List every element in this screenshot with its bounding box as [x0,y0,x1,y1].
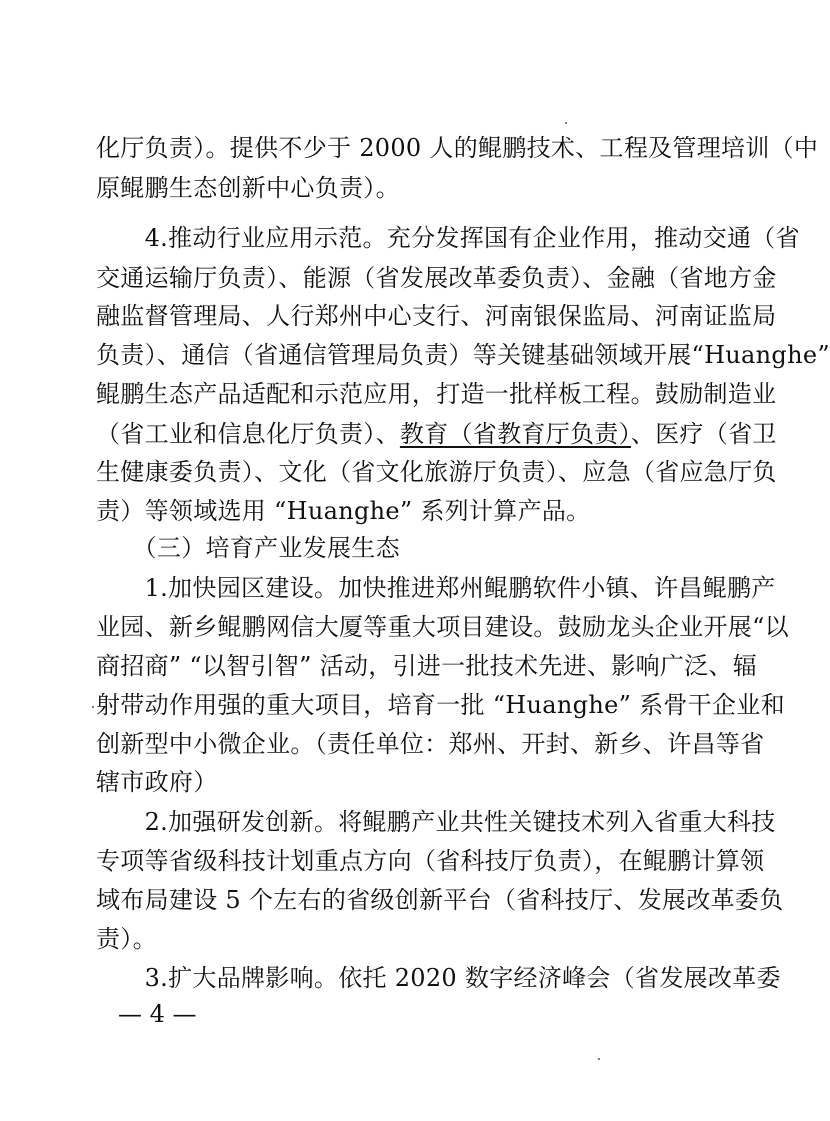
text-line: 业园、新乡鲲鹏网信大厦等重大项目建设。鼓励龙头企业开展“以 [96,613,789,641]
text-line: 2.加强研发创新。将鲲鹏产业共性关键技术列入省重大科技 [96,808,776,836]
text-line: 负责）、通信（省通信管理局负责）等关键基础领域开展“Huanghe” [96,341,830,369]
text-line-with-underline [96,420,777,448]
text-line: 4.推动行业应用示范。充分发挥国有企业作用，推动交通（省 [96,224,800,252]
text-line: 责）等领域选用 “Huanghe” 系列计算产品。 [96,497,591,525]
text-line: 专项等省级科技计划重点方向（省科技厅负责），在鲲鹏计算领 [96,847,765,875]
text-segment: 、医疗（省卫 [630,420,777,448]
text-line: 创新型中小微企业。（责任单位：郑州、开封、新乡、许昌等省 [96,730,765,758]
text-line: 交通运输厅负责）、能源（省发展改革委负责）、金融（省地方金 [96,264,777,292]
scan-speck [565,122,567,124]
text-segment: （省工业和信息化厅负责）、 [96,420,400,448]
text-line: 域布局建设 5 个左右的省级创新平台（省科技厅、发展改革委负 [96,886,784,914]
text-line: 射带动作用强的重大项目，培育一批 “Huanghe” 系骨干企业和 [96,691,785,719]
text-line: 鲲鹏生态产品适配和示范应用，打造一批样板工程。鼓励制造业 [96,380,777,408]
scan-speck [598,1058,600,1060]
text-line: 化厅负责）。提供不少于 2000 人的鲲鹏技术、工程及管理培训（中 [96,134,819,162]
scan-speck [92,706,94,708]
text-line: 生健康委负责）、文化（省文化旅游厅负责）、应急（省应急厅负 [96,458,777,486]
text-line: 3.扩大品牌影响。依托 2020 数字经济峰会（省发展改革委 [96,964,781,992]
text-line: 1.加快园区建设。加快推进郑州鲲鹏软件小镇、许昌鲲鹏产 [96,574,776,602]
page-number: — 4 — [118,1000,197,1028]
text-line: 辖市政府） [96,768,218,796]
text-line: 责）。 [96,925,157,953]
underlined-text: 教育（省教育厅负责） [399,420,631,448]
text-line: 原鲲鹏生态创新中心负责）。 [96,174,400,202]
section-heading: （三）培育产业发展生态 [96,534,400,562]
text-line: 商招商” “以智引智” 活动，引进一批技术先进、影响广泛、辐 [96,652,758,680]
text-line: 融监督管理局、人行郑州中心支行、河南银保监局、河南证监局 [96,302,777,330]
